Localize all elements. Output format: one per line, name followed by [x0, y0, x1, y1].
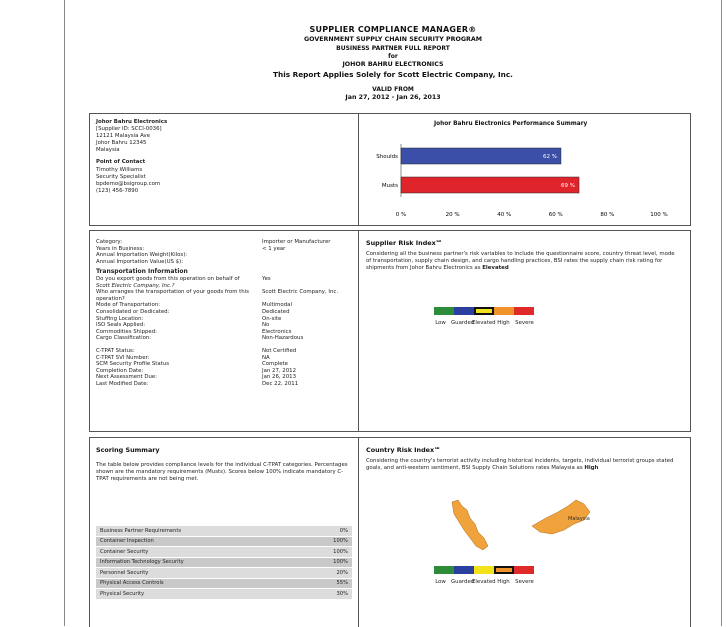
- detail-value: Electronics: [262, 328, 292, 335]
- detail-label: Next Assessment Due:: [96, 374, 158, 381]
- scale-segment-high: [494, 307, 514, 315]
- bar-musts: [401, 177, 579, 193]
- score-cell: 55%: [316, 578, 352, 589]
- detail-value: Multimodal: [262, 302, 292, 309]
- detail-value: Non-Hazardous: [262, 335, 304, 342]
- detail-label: Do you export goods from this operation on behalf of: [96, 275, 240, 282]
- divider: [358, 438, 359, 627]
- scale-label: Severe: [515, 579, 534, 585]
- scale-segment-low: [434, 566, 454, 574]
- scale-label: Elevated: [472, 320, 496, 326]
- category-label: Musts: [381, 183, 398, 189]
- table-row: [96, 536, 352, 547]
- supplier-risk-text: [366, 251, 680, 272]
- category-cell: Personnel Security: [96, 568, 316, 579]
- category-cell: Business Partner Requirements: [96, 526, 316, 536]
- poc-role: Security Specialist: [96, 173, 146, 180]
- detail-label: Scott Electric Company, Inc.?: [96, 282, 175, 289]
- details-panel: [89, 230, 691, 432]
- country-risk-title: Country Risk Index℠: [366, 446, 441, 454]
- value-label: 62 %: [542, 154, 557, 160]
- score-cell: 100%: [316, 557, 352, 568]
- address-country: Malaysia: [96, 147, 120, 154]
- detail-label: Completion Date:: [96, 367, 144, 374]
- x-tick-label: 0 %: [395, 212, 407, 218]
- x-tick-label: 100 %: [650, 212, 668, 218]
- address-line2: Johor Bahru 12345: [96, 140, 147, 147]
- scale-label: Severe: [515, 320, 534, 326]
- x-tick-label: 80 %: [600, 212, 615, 218]
- table-row: [96, 526, 352, 536]
- scoring-table: [96, 526, 352, 600]
- detail-label: Annual Importation Weight(Kilos):: [96, 252, 188, 259]
- detail-label: operation?: [96, 295, 125, 302]
- detail-value: Complete: [262, 361, 288, 368]
- scale-label: Low: [435, 579, 446, 585]
- detail-value: Jan 26, 2013: [262, 374, 297, 381]
- program-name: GOVERNMENT SUPPLY CHAIN SECURITY PROGRAM: [304, 36, 482, 43]
- x-tick-label: 40 %: [497, 212, 512, 218]
- scoring-text: The table below provides compliance levels for the individual C-TPAT categories. Percentages shown are the mandatory requirements (Musts). Scores below 100% indicate mandatory C-TPAT requirements are not being met.: [96, 462, 348, 483]
- x-tick-label: 20 %: [445, 212, 460, 218]
- detail-value: Dec 22, 2011: [262, 380, 299, 387]
- detail-value: NA: [262, 354, 270, 361]
- country-risk-desc: Considering the country's terrorist activity including historical incidents, targets, individual terrorist groups stated goals, and anti-western sentiment, BSI Supply Chain Solutions rates Malaysia as: [366, 458, 674, 472]
- supplier-id: [Supplier ID: SCCI-0036]: [96, 126, 162, 133]
- performance-chart: [365, 128, 680, 223]
- detail-label: Years in Business:: [96, 245, 145, 252]
- detail-value: On-site: [262, 315, 282, 322]
- transport-title: Transportation Information: [96, 268, 188, 276]
- scale-segment-low: [434, 307, 454, 315]
- scale-segment-elevated: [474, 566, 494, 574]
- table-row: [96, 578, 352, 589]
- supplier-block: [96, 119, 167, 195]
- category-cell: Physical Access Controls: [96, 578, 316, 589]
- scale-label: High: [497, 579, 510, 585]
- category-cell: Physical Security: [96, 589, 316, 600]
- scale-segment-guarded: [454, 566, 474, 574]
- scale-segment-severe: [514, 307, 534, 315]
- scale-label: Elevated: [472, 579, 496, 585]
- scale-label: Low: [435, 320, 446, 326]
- table-row: [96, 557, 352, 568]
- detail-label: Annual Importation Value(US $):: [96, 258, 184, 265]
- poc-email[interactable]: bpdemo@bsigroup.com: [96, 180, 161, 187]
- country-risk-rating: High: [584, 465, 599, 472]
- table-row: [96, 589, 352, 600]
- category-cell: Container Security: [96, 547, 316, 558]
- report-type: BUSINESS PARTNER FULL REPORT: [336, 45, 450, 52]
- scoring-title: Scoring Summary: [96, 446, 160, 454]
- detail-value: No: [262, 322, 270, 329]
- applies-to: This Report Applies Solely for Scott Electric Company, Inc.: [273, 70, 513, 79]
- country-risk-text: [366, 458, 680, 472]
- category-label: Shoulds: [376, 154, 398, 160]
- map-label: Malaysia: [568, 516, 590, 522]
- supplier-risk-scale-labels: [430, 320, 535, 326]
- detail-label: Mode of Transportation:: [96, 302, 161, 309]
- detail-label: Stuffing Location:: [96, 315, 144, 322]
- valid-range: Jan 27, 2012 - Jan 26, 2013: [345, 94, 441, 101]
- poc-title: Point of Contact: [96, 159, 146, 166]
- supplier-panel: [89, 113, 691, 226]
- divider: [358, 114, 359, 225]
- detail-value: Not Certified: [262, 347, 297, 354]
- scale-segment-guarded: [454, 307, 474, 315]
- bar-shoulds: [401, 148, 561, 164]
- address-line1: 12121 Malaysia Ave: [96, 133, 151, 140]
- detail-label: Consolidated or Dedicated:: [96, 308, 170, 315]
- scoring-panel: [89, 437, 691, 627]
- partner-name: JOHOR BAHRU ELECTRONICS: [342, 61, 444, 68]
- detail-label: SCM Security Profile Status: [96, 361, 170, 368]
- scale-label: Guarded: [451, 320, 475, 326]
- divider: [358, 231, 359, 431]
- scale-segment-severe: [514, 566, 534, 574]
- score-cell: 100%: [316, 536, 352, 547]
- detail-value: Jan 27, 2012: [262, 367, 297, 374]
- score-cell: 0%: [316, 526, 352, 536]
- supplier-risk-rating: Elevated: [482, 265, 509, 272]
- country-risk-scale: [434, 566, 534, 574]
- scale-segment-high: [494, 566, 514, 574]
- table-row: [96, 547, 352, 558]
- score-cell: 30%: [316, 589, 352, 600]
- report-page: [64, 0, 722, 626]
- detail-label: Last Modified Date:: [96, 380, 149, 387]
- detail-label: ISO Seals Applied:: [96, 322, 146, 329]
- category-cell: Container Inspection: [96, 536, 316, 547]
- valid-label: VALID FROM: [372, 86, 414, 93]
- scale-label: High: [497, 320, 510, 326]
- detail-value: Scott Electric Company, Inc.: [262, 289, 339, 296]
- detail-label: Cargo Classification:: [96, 335, 152, 342]
- x-tick-label: 60 %: [548, 212, 563, 218]
- supplier-risk-desc: Considering all the business partner's risk variables to include the questionnaire score, country threat level, mode of transportation, supply chain design, and cargo handling practices, BSI rates the supply chain risk rating for shipments from Johor Bahru Electronics as: [366, 251, 675, 272]
- poc-phone: (123) 456-7890: [96, 187, 139, 194]
- score-cell: 100%: [316, 547, 352, 558]
- peninsula-shape: [452, 500, 488, 550]
- detail-label: Category:: [96, 239, 123, 245]
- detail-label: Who arranges the transportation of your goods from this: [96, 289, 249, 296]
- score-cell: 20%: [316, 568, 352, 579]
- chart-title: Johor Bahru Electronics Performance Summary: [434, 121, 588, 127]
- category-cell: Information Technology Security: [96, 557, 316, 568]
- detail-label: C-TPAT SVI Number:: [96, 354, 150, 361]
- for-label: for: [388, 53, 398, 60]
- table-row: [96, 568, 352, 579]
- detail-value: < 1 year: [262, 245, 286, 252]
- supplier-risk-scale: [434, 307, 534, 315]
- supplier-risk-title: Supplier Risk Index℠: [366, 239, 443, 247]
- scale-label: Guarded: [451, 579, 475, 585]
- detail-value: Importer or Manufacturer: [262, 239, 331, 245]
- poc-name: Timothy Williams: [96, 166, 143, 173]
- detail-label: Commodities Shipped:: [96, 328, 157, 335]
- detail-value: Yes: [262, 275, 271, 282]
- value-label: 69 %: [561, 183, 576, 189]
- supplier-name: Johor Bahru Electronics: [96, 119, 168, 125]
- detail-label: C-TPAT Status:: [96, 347, 135, 354]
- scale-segment-elevated: [474, 307, 494, 315]
- detail-value: Dedicated: [262, 308, 290, 315]
- report-brand: SUPPLIER COMPLIANCE MANAGER®: [309, 25, 477, 34]
- malaysia-map: [434, 496, 604, 560]
- country-risk-scale-labels: [430, 579, 535, 585]
